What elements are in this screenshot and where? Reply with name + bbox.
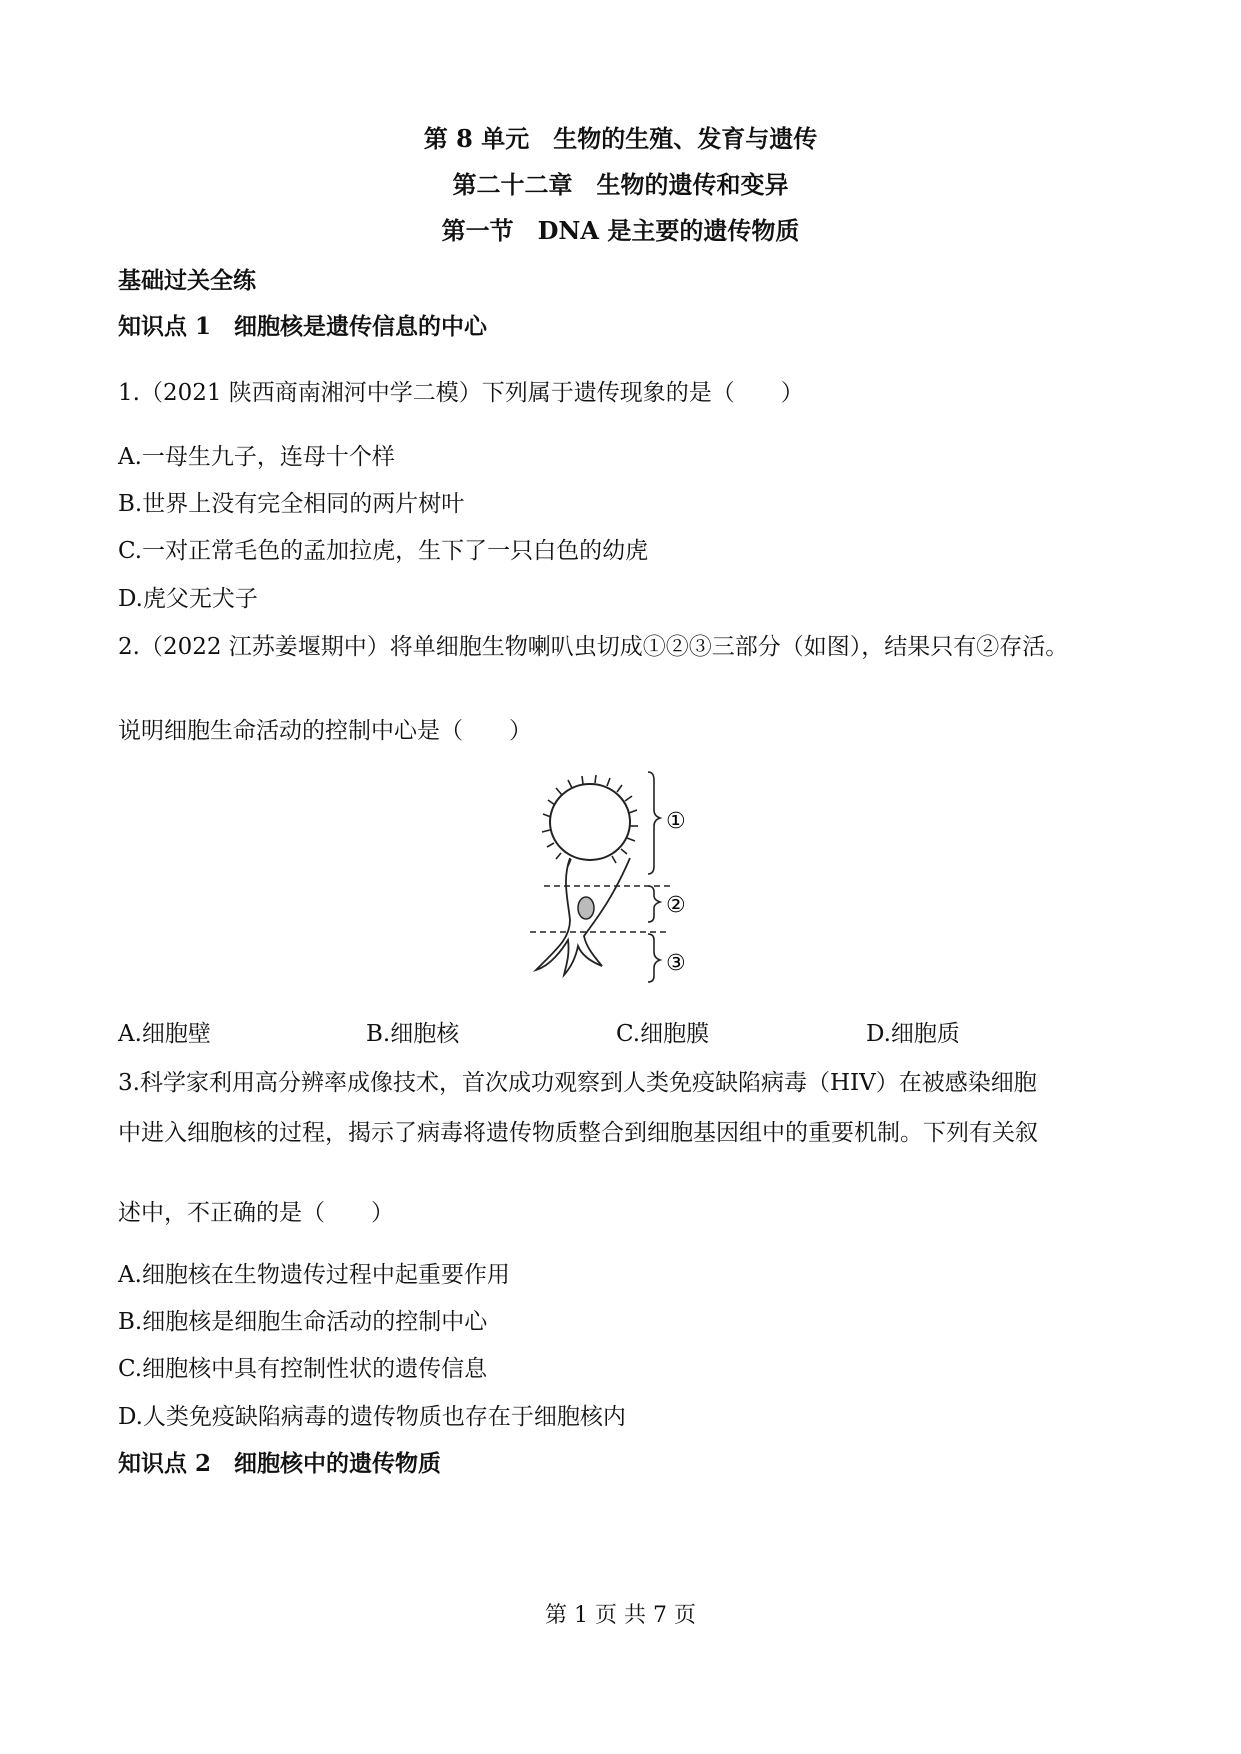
question-1-option-a: A.一母生九子，连母十个样: [118, 444, 395, 470]
question-3-option-d: D.人类免疫缺陷病毒的遗传物质也存在于细胞核内: [118, 1404, 626, 1430]
figure-label-2: ②: [666, 893, 686, 918]
trumpet-animalcule-figure: [520, 770, 760, 985]
question-2-stem-line2: 说明细胞生命活动的控制中心是（ ）: [118, 718, 532, 744]
chapter-heading: 第二十二章 生物的遗传和变异: [452, 170, 789, 199]
question-1-stem: 1.（2021 陕西商南湘河中学二模）下列属于遗传现象的是（ ）: [118, 380, 804, 406]
question-1-option-b: B.世界上没有完全相同的两片树叶: [118, 491, 465, 517]
question-1-option-d: D.虎父无犬子: [118, 586, 258, 612]
question-3-option-a: A.细胞核在生物遗传过程中起重要作用: [118, 1262, 510, 1288]
question-2-stem-line1: 2.（2022 江苏姜堰期中）将单细胞生物喇叭虫切成①②③三部分（如图），结果只有②存活。: [118, 634, 1069, 660]
question-2-option-a: A.细胞壁: [118, 1021, 211, 1047]
unit-heading: 第 8 单元 生物的生殖、发育与遗传: [423, 124, 818, 153]
section-heading: 第一节 DNA 是主要的遗传物质: [441, 216, 800, 245]
knowledge-point-1: 知识点 1 细胞核是遗传信息的中心: [118, 313, 488, 340]
knowledge-point-2: 知识点 2 细胞核中的遗传物质: [118, 1450, 442, 1477]
question-3-option-b: B.细胞核是细胞生命活动的控制中心: [118, 1309, 488, 1335]
question-3-option-c: C.细胞核中具有控制性状的遗传信息: [118, 1356, 488, 1382]
question-2-option-c: C.细胞膜: [616, 1021, 710, 1047]
question-2-option-b: B.细胞核: [366, 1021, 460, 1047]
question-3-stem-line1: 3.科学家利用高分辨率成像技术，首次成功观察到人类免疫缺陷病毒（HIV）在被感染细胞: [118, 1070, 1037, 1096]
figure-label-3: ③: [666, 951, 686, 976]
question-3-stem-line3: 述中，不正确的是（ ）: [118, 1200, 394, 1226]
practice-title: 基础过关全练: [118, 267, 256, 294]
question-1-option-c: C.一对正常毛色的孟加拉虎，生下了一只白色的幼虎: [118, 538, 649, 564]
figure-label-1: ①: [666, 809, 686, 834]
question-2-option-d: D.细胞质: [866, 1021, 960, 1047]
page-footer: 第 1 页 共 7 页: [545, 1603, 696, 1628]
question-3-stem-line2: 中进入细胞核的过程，揭示了病毒将遗传物质整合到细胞基因组中的重要机制。下列有关叙: [118, 1120, 1038, 1146]
